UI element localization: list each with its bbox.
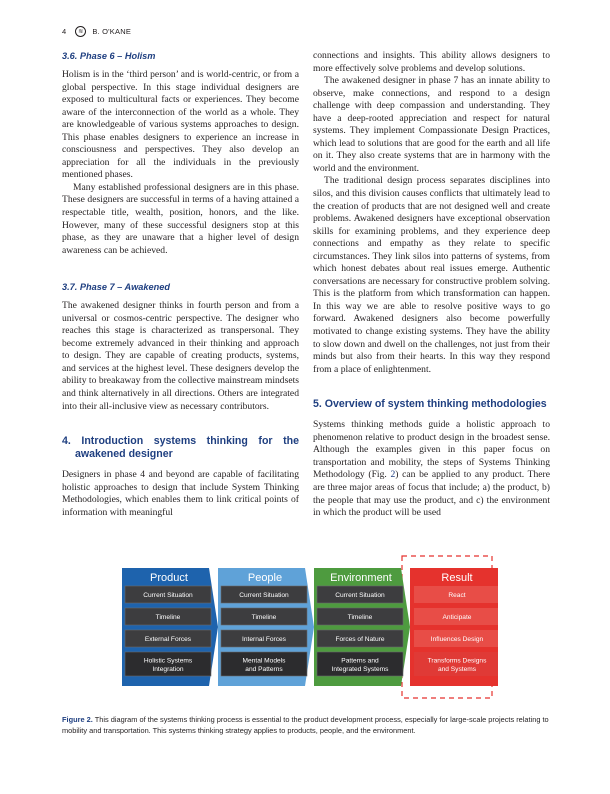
column-header-product: Product [150,572,188,584]
section-5-text-b: ) can be applied to any product. There are three major areas of focus that include; a) the product, b) the people that may use the product, and c) the environment in which the product will be used [313,469,550,519]
publisher-logo-icon: ≋ [75,26,86,37]
section-5-text-a: Systems thinking methods guide a holistic approach to phenomenon relative to product design in the broadest sense. Although the examples given in this paper focus on transportation and mobility, the steps of Systems Thinking Methodology (Fig. [313,419,550,481]
figure-2 [118,552,498,782]
box-label-people-row-2: Timeline [251,614,277,622]
column-header-environment: Environment [330,572,392,584]
box-label-product-row-4-line-1: Holistic Systems [143,657,193,665]
caption-label: Figure 2. [62,715,93,724]
section-4-paragraph-1: Designers in phase 4 and beyond are capable of facilitating holistic approaches to design that include System Thinking Methodologies, which enables them to link critical points of information with meaningful [62,469,299,518]
running-head [62,24,131,38]
right-paragraph-3: The traditional design process separates disciplines into silos, and this division causes conflicts that ultimately lead to the creation of products that are not designed well and create problems. Awakened designers have exceptional observation skills for examining problems, and they experience deep connections and empathy as they relate to specific circumstances. They link silos into patterns of systems, from which honest debates about real issues emerge. Authentic conversations are necessary for constructive problem solving. This is the platform from which transformation can happen. In this way we are able to resolve positive ways to go forward. Awakened designers also become powerfully motivated to change existing systems. They have the ability to slow down and dwell on the challenges, not just from their minds but also from their hearts. In this way they respond from a place of enlightenment. [313,175,550,375]
section-3-6-paragraph-1: Holism is in the ‘third person’ and is world-centric, or from a global perspective. In this stage individual designers are exposed to multicultural facts or experiences. They become aware of the interconnection of the world as a whole. They are knowledgeable of various systems approaches to design. This phase enables designers to experience an increase in consciousness and perspectives. They also develop an appreciation for all the individuals in the previously mentioned phases. [62,69,299,181]
column-header-people: People [247,572,283,584]
section-3-6-heading: 3.6. Phase 6 – Holism [62,51,156,61]
box-label-product-row-2: Timeline [155,614,181,622]
box-label-people-row-4-line-2: and Patterns [245,665,283,673]
continued-paragraph: connections and insights. This ability allows designers to more effectively solve problems and develop solutions. [313,50,550,74]
box-label-result-row-3: Influences Design [430,636,484,644]
box-label-result-row-4-line-1: Transforms Designs [427,657,487,665]
box-label-people-row-1: Current Situation [239,592,289,600]
box-label-people-row-3: Internal Forces [242,636,286,644]
box-label-environment-row-4-line-2: Integrated Systems [331,665,389,673]
systems-thinking-diagram [118,552,498,702]
box-label-environment-row-4-line-1: Patterns and [341,657,379,665]
section-3-7-paragraph-1: The awakened designer thinks in fourth person and from a universal or cosmos-centric perspective. The designer who reaches this stage is characterized as transpersonal. They become extremely advanced in their thinking and approach to design. They are capable of creating products, systems, and services at the highest level. These designers develop the ability to breakaway from the collective mainstream mindsets and think alternatively in all directions. Others are integrated into their all-inclusive view as necessary contributors. [62,300,299,412]
box-label-result-row-2: Anticipate [442,614,472,622]
page-number: 4 [62,26,67,36]
section-4-heading: 4. Introduction systems thinking for the awakened designer [62,435,299,461]
box-label-result-row-4-line-2: and Systems [437,665,477,673]
section-5-heading: 5. Overview of system thinking methodologies [313,398,547,411]
box-label-product-row-4-line-2: Integration [152,665,184,673]
section-5-paragraph-1 [313,419,550,519]
box-label-environment-row-2: Timeline [347,614,373,622]
box-label-environment-row-1: Current Situation [335,592,385,600]
box-label-result-row-1: React [448,592,466,600]
author-name: B. O'KANE [92,26,132,36]
left-column [62,50,299,519]
box-label-product-row-3: External Forces [144,636,192,644]
section-3-7-heading: 3.7. Phase 7 – Awakened [62,282,170,293]
box-label-environment-row-3: Forces of Nature [335,636,385,644]
column-header-result: Result [441,572,473,584]
figure-2-link[interactable]: 2 [390,469,396,481]
box-label-people-row-4-line-1: Mental Models [242,657,286,665]
figure-2-caption [62,715,550,736]
caption-text: This diagram of the systems thinking process is essential to the product development process, especially for large-scale projects relating to mobility and transportation. This systems thinking strategy applies to products, people, and the environment. [62,715,549,735]
box-label-product-row-1: Current Situation [143,592,193,600]
right-paragraph-2: The awakened designer in phase 7 has an innate ability to observe, make connections, and respond to a design challenge with deep compassion and understanding. They have a deep-rooted appreciation and respect for natural systems. They implement Compassionate Design Practices, which lead to solutions that are good for the earth and all life on it. They also create systems that are in harmony with the world and the environment. [313,75,550,174]
section-3-6-paragraph-2: Many established professional designers are in this phase. These designers are successful in terms of a having attained a respectable title, wealth, position, honors, and the like. However, many of these successful designers stop at this phase, as they are unaware that a higher level of design awareness can be achieved. [62,181,299,256]
right-column [313,50,550,520]
